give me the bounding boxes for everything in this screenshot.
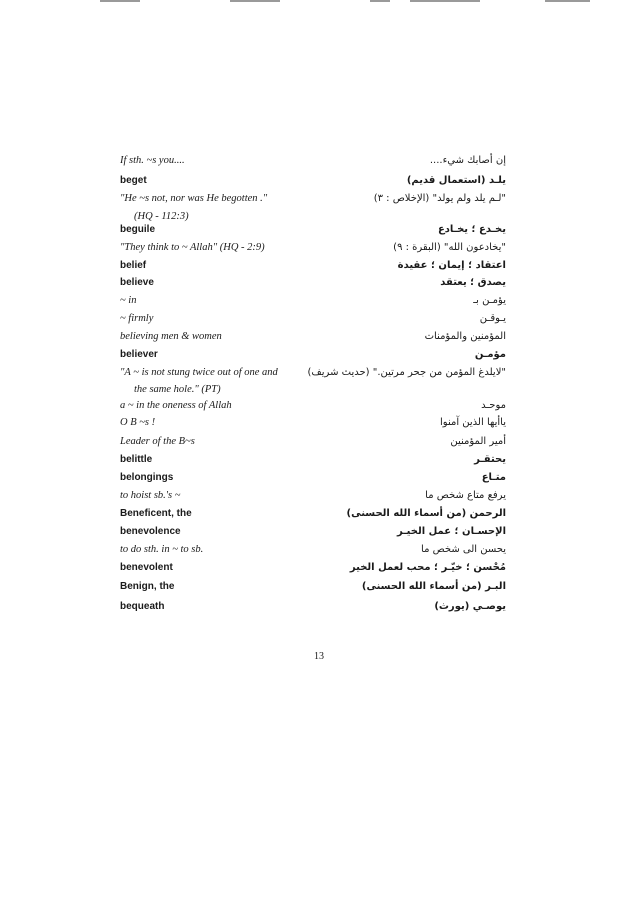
entry-arabic-headword: البـر (من أسماء الله الحسنى) bbox=[361, 581, 506, 592]
entry-headword: belief bbox=[120, 260, 147, 271]
scan-edge-mark bbox=[410, 0, 480, 2]
entry-arabic-headword: الإحسـان ؛ عمل الخيـر bbox=[397, 526, 506, 537]
entry-arabic-example: ياأيها الذين آمنوا bbox=[440, 417, 506, 428]
entry-arabic-headword: يلـد (استعمال قديم) bbox=[406, 175, 506, 186]
entry-headword: beguile bbox=[120, 224, 156, 235]
entry-arabic-example: يـوقـن bbox=[479, 313, 506, 324]
dictionary-entry bbox=[0, 221, 638, 239]
dictionary-entry bbox=[0, 414, 638, 432]
dictionary-entry bbox=[0, 598, 638, 616]
dictionary-entry bbox=[0, 152, 638, 170]
entry-example: O B ~s ! bbox=[120, 417, 156, 428]
entry-example: believing men & women bbox=[120, 331, 222, 342]
entry-headword: beget bbox=[120, 175, 147, 186]
dictionary-entry bbox=[0, 292, 638, 310]
entry-arabic-example: يحسن الى شخص ما bbox=[421, 544, 506, 555]
entry-arabic-example: المؤمنين والمؤمنات bbox=[424, 331, 506, 342]
dictionary-entry bbox=[0, 559, 638, 577]
entry-example: ~ in bbox=[120, 295, 137, 306]
scan-edge-mark bbox=[370, 0, 390, 2]
entry-headword: benevolence bbox=[120, 526, 181, 537]
dictionary-entry bbox=[0, 346, 638, 364]
entry-headword: Beneficent, the bbox=[120, 508, 192, 519]
scan-edge-mark bbox=[100, 0, 140, 2]
entry-arabic-headword: يوصـي (يورث) bbox=[434, 601, 506, 612]
entry-headword: Benign, the bbox=[120, 581, 175, 592]
entry-arabic-example: "لايلدغ المؤمن من جحر مرتين." (حديث شريف) bbox=[307, 367, 506, 378]
entry-arabic-example: موحـد bbox=[481, 400, 506, 411]
dictionary-entry bbox=[0, 578, 638, 596]
dictionary-entry bbox=[0, 364, 638, 382]
entry-headword: benevolent bbox=[120, 562, 173, 573]
dictionary-entry bbox=[0, 172, 638, 190]
entry-arabic-headword: يصدق ؛ يعتقد bbox=[440, 277, 506, 288]
dictionary-entry bbox=[0, 257, 638, 275]
entry-arabic-headword: اعتقاد ؛ إيمان ؛ عقيدة bbox=[397, 260, 506, 271]
entry-example: to hoist sb.'s ~ bbox=[120, 490, 181, 501]
dictionary-entry bbox=[0, 397, 638, 415]
entry-arabic-example: "لـم يلد ولم يولد" (الإخلاص : ٣) bbox=[373, 193, 506, 204]
dictionary-entry bbox=[0, 541, 638, 559]
entry-arabic-headword: الرحمن (من أسماء الله الحسنى) bbox=[346, 508, 506, 519]
entry-example: ~ firmly bbox=[120, 313, 154, 324]
entry-example: "A ~ is not stung twice out of one and bbox=[120, 367, 278, 378]
dictionary-entry bbox=[0, 505, 638, 523]
entry-arabic-example: يرفع متاع شخص ما bbox=[425, 490, 506, 501]
entry-example: Leader of the B~s bbox=[120, 436, 195, 447]
entry-arabic-headword: مؤمـن bbox=[474, 349, 506, 360]
entry-example: the same hole." (PT) bbox=[134, 384, 221, 395]
entry-headword: believer bbox=[120, 349, 158, 360]
entry-arabic-headword: يحتقـر bbox=[474, 454, 506, 465]
page-number: 13 bbox=[314, 651, 324, 662]
dictionary-entry bbox=[0, 523, 638, 541]
entry-arabic-example: أمير المؤمنين bbox=[450, 436, 506, 447]
dictionary-entry bbox=[0, 451, 638, 469]
entry-arabic-example: يؤمـن بـ bbox=[473, 295, 506, 306]
scan-edge-mark bbox=[545, 0, 590, 2]
scan-edge-mark bbox=[230, 0, 280, 2]
entry-example: "They think to ~ Allah" (HQ - 2:9) bbox=[120, 242, 265, 253]
entry-arabic-headword: متـاع bbox=[481, 472, 506, 483]
entry-headword: bequeath bbox=[120, 601, 165, 612]
entry-arabic-example: "يخادعون الله" (البقرة : ٩) bbox=[393, 242, 506, 253]
dictionary-entry bbox=[0, 274, 638, 292]
entry-example: to do sth. in ~ to sb. bbox=[120, 544, 204, 555]
entry-example: If sth. ~s you.... bbox=[120, 155, 185, 166]
dictionary-entry bbox=[0, 328, 638, 346]
entry-example: a ~ in the oneness of Allah bbox=[120, 400, 232, 411]
dictionary-entry bbox=[0, 310, 638, 328]
entry-arabic-headword: مُحْسن ؛ خيّـر ؛ محب لعمل الخير bbox=[349, 562, 506, 573]
entry-arabic-headword: يخـدع ؛ يخـادع bbox=[437, 224, 506, 235]
entry-example: "He ~s not, nor was He begotten ." bbox=[120, 193, 268, 204]
entry-headword: belongings bbox=[120, 472, 174, 483]
dictionary-entry bbox=[0, 239, 638, 257]
entry-example: (HQ - 112:3) bbox=[134, 211, 189, 222]
dictionary-entry bbox=[0, 190, 638, 208]
dictionary-entry bbox=[0, 469, 638, 487]
entry-arabic-example: إن أصابك شيء.... bbox=[429, 155, 506, 166]
dictionary-entry bbox=[0, 487, 638, 505]
dictionary-entry bbox=[0, 433, 638, 451]
entry-headword: belittle bbox=[120, 454, 153, 465]
entry-headword: believe bbox=[120, 277, 154, 288]
